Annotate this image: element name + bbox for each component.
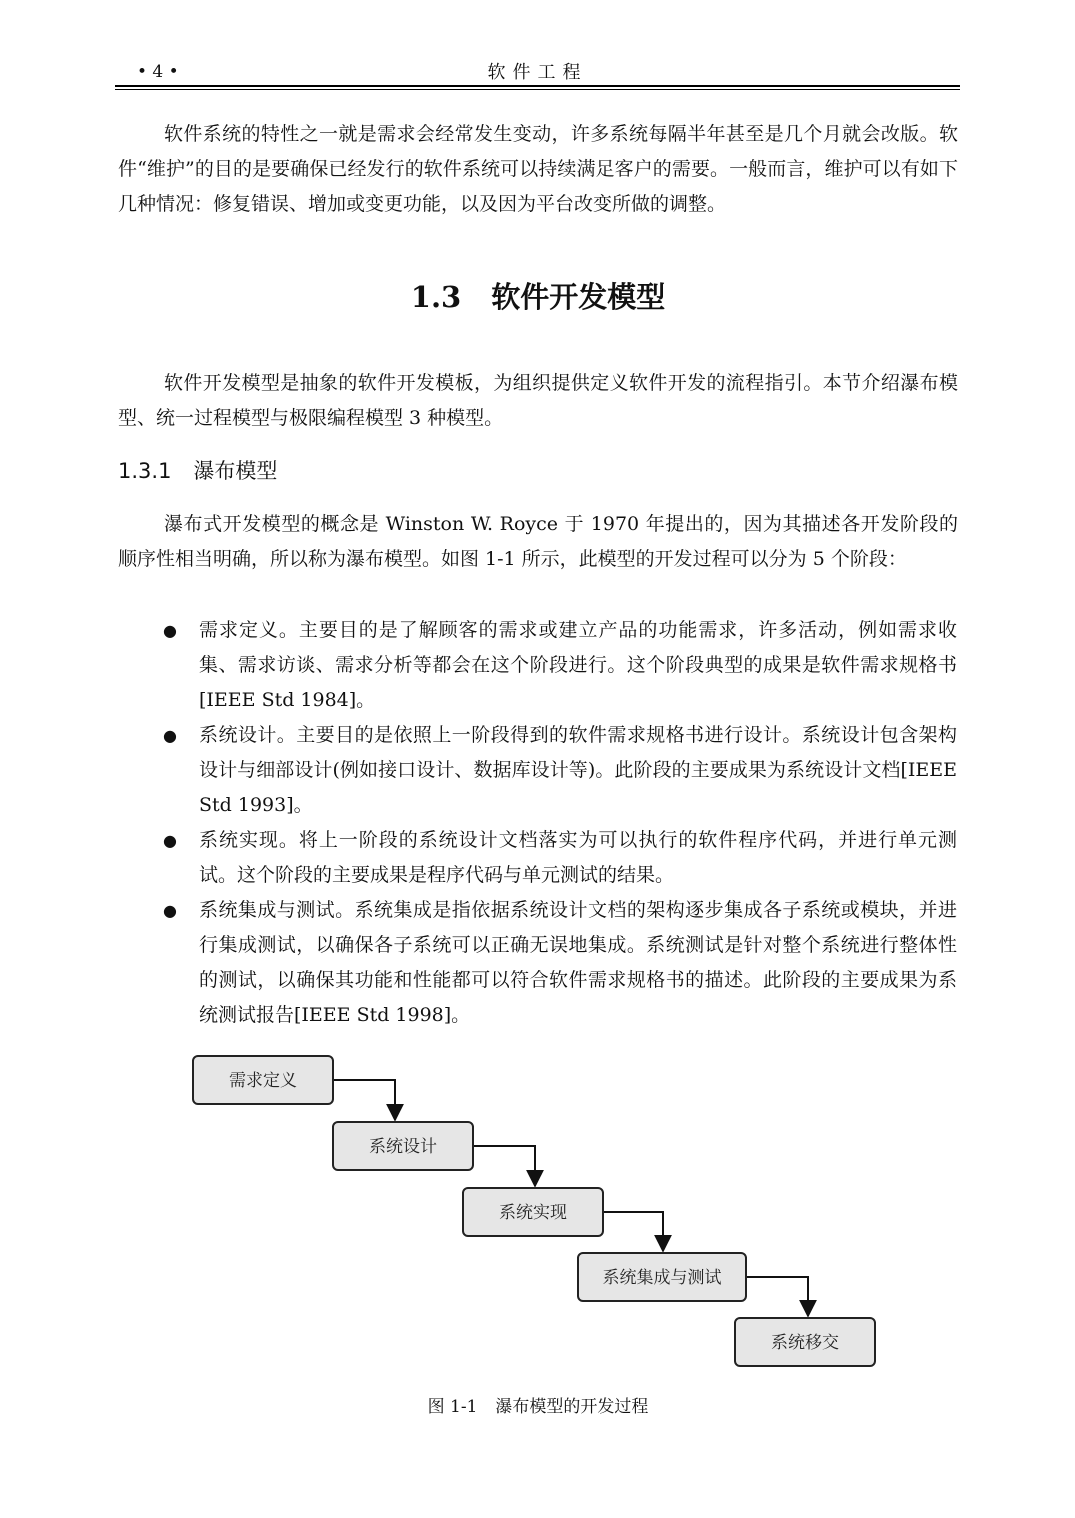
figure-number: 图 1-1 bbox=[427, 1397, 478, 1417]
phase-box bbox=[578, 1253, 746, 1301]
bullet-icon: ● bbox=[163, 831, 177, 850]
list-item-text: 需求定义。主要目的是了解顾客的需求或建立产品的功能需求，许多活动，例如需求收集、需求访谈、需求分析等都会在这个阶段进行。这个阶段典型的成果是软件需求规格书[IEEE Std 1984]。 bbox=[199, 619, 957, 711]
connector-arrow bbox=[473, 1146, 535, 1186]
phase-box bbox=[333, 1122, 473, 1170]
section-number: 1.3 bbox=[410, 280, 462, 314]
list-item-text: 系统实现。将上一阶段的系统设计文档落实为可以执行的软件程序代码，并进行单元测试。这个阶段的主要成果是程序代码与单元测试的结果。 bbox=[199, 829, 957, 886]
paragraph-maintenance: 软件系统的特性之一就是需求会经常发生变动，许多系统每隔半年甚至是几个月就会改版。软件“维护”的目的是要确保已经发行的软件系统可以持续满足客户的需要。一般而言，维护可以有如下几种情况：修复错误、增加或变更功能，以及因为平台改变所做的调整。 bbox=[118, 123, 958, 215]
paragraph-waterfall-intro: 瀑布式开发模型的概念是 Winston W. Royce 于 1970 年提出的，因为其描述各开发阶段的顺序性相当明确，所以称为瀑布模型。如图 1-1 所示，此模型的开发过程可以分为 5 个阶段： bbox=[118, 513, 958, 570]
connector-arrow bbox=[746, 1277, 808, 1316]
phase-label: 系统实现 bbox=[499, 1203, 567, 1223]
connector-arrow bbox=[603, 1212, 663, 1251]
list-item-text: 系统设计。主要目的是依照上一阶段得到的软件需求规格书进行设计。系统设计包含架构设计与细部设计(例如接口设计、数据库设计等)。此阶段的主要成果为系统设计文档[IEEE Std 1993]。 bbox=[199, 724, 957, 816]
figure-caption bbox=[118, 1392, 958, 1417]
subsection-number: 1.3.1 bbox=[118, 459, 172, 483]
connector-arrow bbox=[333, 1080, 395, 1120]
bullet-icon: ● bbox=[163, 621, 177, 640]
running-title: 软件工程 bbox=[487, 62, 588, 83]
figure-caption-text: 瀑布模型的开发过程 bbox=[495, 1397, 649, 1417]
phase-label: 系统移交 bbox=[771, 1333, 839, 1353]
phase-box bbox=[193, 1056, 333, 1104]
list-item-text: 系统集成与测试。系统集成是指依据系统设计文档的架构逐步集成各子系统或模块，并进行集成测试，以确保各子系统可以正确无误地集成。系统测试是针对整个系统进行整体性的测试，以确保其功能和性能都可以符合软件需求规格书的描述。此阶段的主要成果为系统测试报告[IEEE Std 1998]。 bbox=[199, 899, 957, 1026]
phase-box bbox=[463, 1188, 603, 1236]
section-title: 软件开发模型 bbox=[491, 280, 666, 314]
bullet-icon: ● bbox=[163, 901, 177, 920]
phase-label: 系统集成与测试 bbox=[602, 1268, 722, 1288]
page-number: • 4 • bbox=[137, 62, 179, 82]
phase-label: 需求定义 bbox=[229, 1071, 297, 1091]
paragraph-models-intro: 软件开发模型是抽象的软件开发模板，为组织提供定义软件开发的流程指引。本节介绍瀑布模型、统一过程模型与极限编程模型 3 种模型。 bbox=[118, 372, 958, 429]
subsection-title: 瀑布模型 bbox=[193, 459, 278, 483]
bullet-icon: ● bbox=[163, 726, 177, 745]
phase-label: 系统设计 bbox=[369, 1137, 437, 1157]
phase-box bbox=[735, 1318, 875, 1366]
